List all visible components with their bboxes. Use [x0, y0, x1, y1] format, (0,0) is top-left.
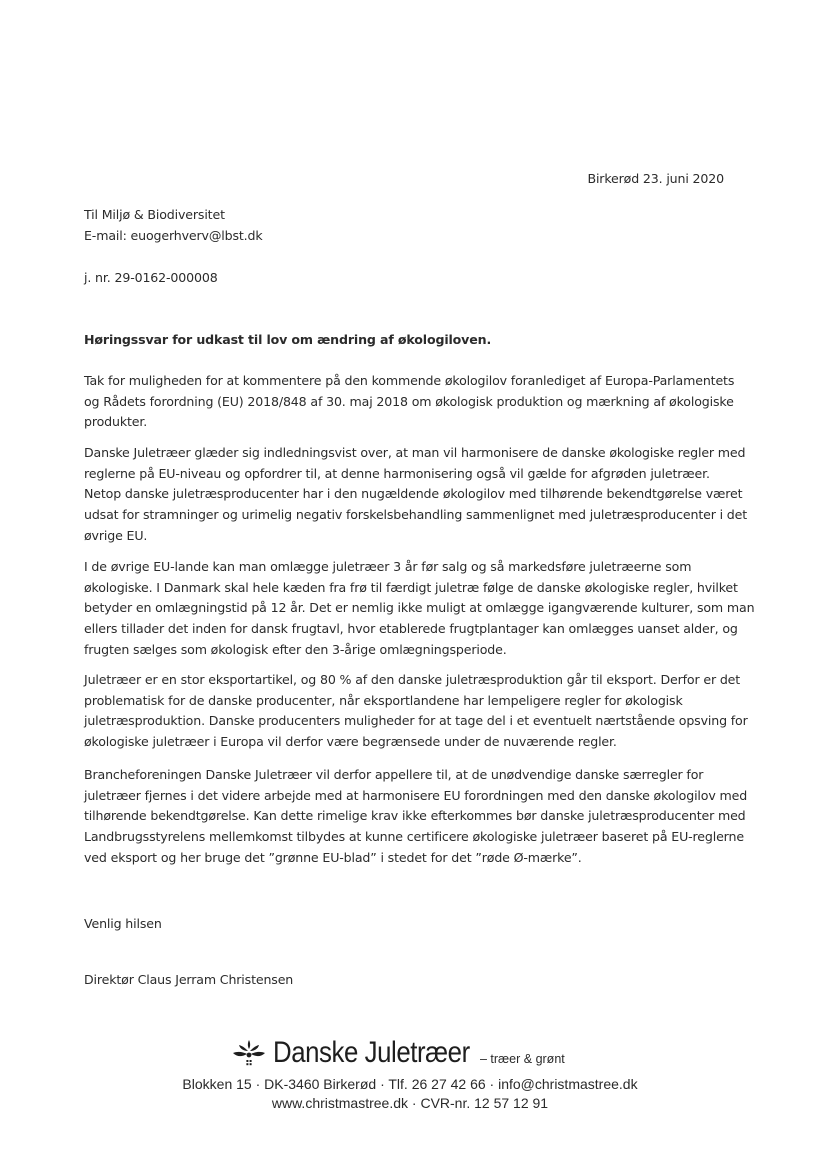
recipient-email: E-mail: euogerhverv@lbst.dk	[84, 228, 263, 243]
paragraph-line: Tak for muligheden for at kommentere på den kommende økologilov foranlediget af Europa-Parlamentets	[84, 373, 735, 388]
paragraph-appeal	[84, 765, 748, 869]
paragraph-line: I de øvrige EU-lande kan man omlægge juletræer 3 år før salg og så markedsføre juletræerne som	[84, 559, 692, 574]
paragraph-line: frugten sælges som økologisk efter den 3-årige omlægningsperiode.	[84, 641, 507, 657]
recipient-name: Til Miljø & Biodiversitet	[84, 207, 225, 222]
closing-greeting: Venlig hilsen	[84, 916, 162, 931]
paragraph-line: produkter.	[84, 414, 148, 430]
letterhead-web: www.christmastree.dk · CVR-nr. 12 57 12 91	[271, 1095, 549, 1111]
paragraph-conversion-period	[84, 557, 755, 661]
paragraph-line: ellers tillader det inden for dansk frugtavl, hvor etablerede frugtplantager kan omlægges uanset alder, og	[84, 621, 738, 637]
journal-reference: j. nr. 29-0162-000008	[84, 270, 218, 285]
paragraph-line: ved eksport og her bruge det ”grønne EU-blad” i stedet for det ”røde Ø-mærke”.	[84, 849, 582, 865]
paragraph-line: problematisk for de danske producenter, når eksportlandene har lempeligere regler for økologisk	[84, 692, 683, 708]
paragraph-line: Netop danske juletræsproducenter har i den nugældende økologilov med tilhørende bekendtgørelse været	[84, 486, 743, 502]
signature-name: Direktør Claus Jerram Christensen	[84, 972, 294, 987]
paragraph-line: og Rådets forordning (EU) 2018/848 af 30. maj 2018 om økologisk produktion og mærkning af økologiske	[84, 393, 734, 409]
brand-name: Danske Juletræer	[273, 1036, 470, 1069]
paragraph-export	[84, 670, 748, 753]
paragraph-line: Landbrugsstyrelens mellemkomst tilbydes at kunne certificere økologiske juletræer baseret på EU-reglerne	[84, 829, 744, 845]
brand-tagline: – træer & grønt	[480, 1052, 565, 1066]
paragraph-intro	[84, 371, 735, 433]
paragraph-line: øvrige EU.	[84, 527, 148, 543]
letterhead-address: Blokken 15 · DK-3460 Birkerød · Tlf. 26 27 42 66 · info@christmastree.dk	[182, 1076, 638, 1092]
paragraph-line: juletræer fjernes i det videre arbejde med at harmonisere EU forordningen med den danske økologilov med	[84, 787, 748, 803]
paragraph-line: Brancheforeningen Danske Juletræer vil derfor appellere til, at de unødvendige danske særregler for	[84, 767, 704, 782]
letterhead-logo	[231, 1036, 611, 1076]
paragraph-line: udsat for stramninger og urimelig negativ forskelsbehandling sammenlignet med juletræsproducenter i det	[84, 507, 748, 523]
letter-subject: Høringssvar for udkast til lov om ændring af økologiloven.	[84, 332, 492, 347]
paragraph-line: betyder en omlægningstid på 12 år. Det er nemlig ikke muligt at omlægge igangværende kulturer, som man	[84, 600, 755, 616]
paragraph-line: tilhørende bekendtgørelse. Kan dette rimelige krav ikke efterkommes bør danske juletræsproducenter med	[84, 808, 746, 824]
christmas-tree-ornament-icon	[231, 1038, 267, 1070]
letter-date: Birkerød 23. juni 2020	[587, 171, 724, 186]
paragraph-line: reglerne på EU-niveau og opfordrer til, at denne harmonisering også vil gælde for afgrøden juletræer.	[84, 465, 710, 481]
paragraph-line: juletræsproduktion. Danske producenters muligheder for at tage del i et eventuelt nærtstående opsving for	[84, 713, 748, 729]
paragraph-line: økologiske. I Danmark skal hele kæden fra frø til færdigt juletræ følge de danske økologiske regler, hvilket	[84, 579, 738, 595]
paragraph-line: Danske Juletræer glæder sig indledningsvist over, at man vil harmonisere de danske økologiske regler med	[84, 445, 746, 460]
paragraph-line: Juletræer er en stor eksportartikel, og 80 % af den danske juletræsproduktion går til eksport. Derfor er det	[84, 672, 741, 687]
paragraph-harmonisation	[84, 443, 748, 547]
paragraph-line: økologiske juletræer i Europa vil derfor være begrænsede under de nuværende regler.	[84, 734, 617, 750]
